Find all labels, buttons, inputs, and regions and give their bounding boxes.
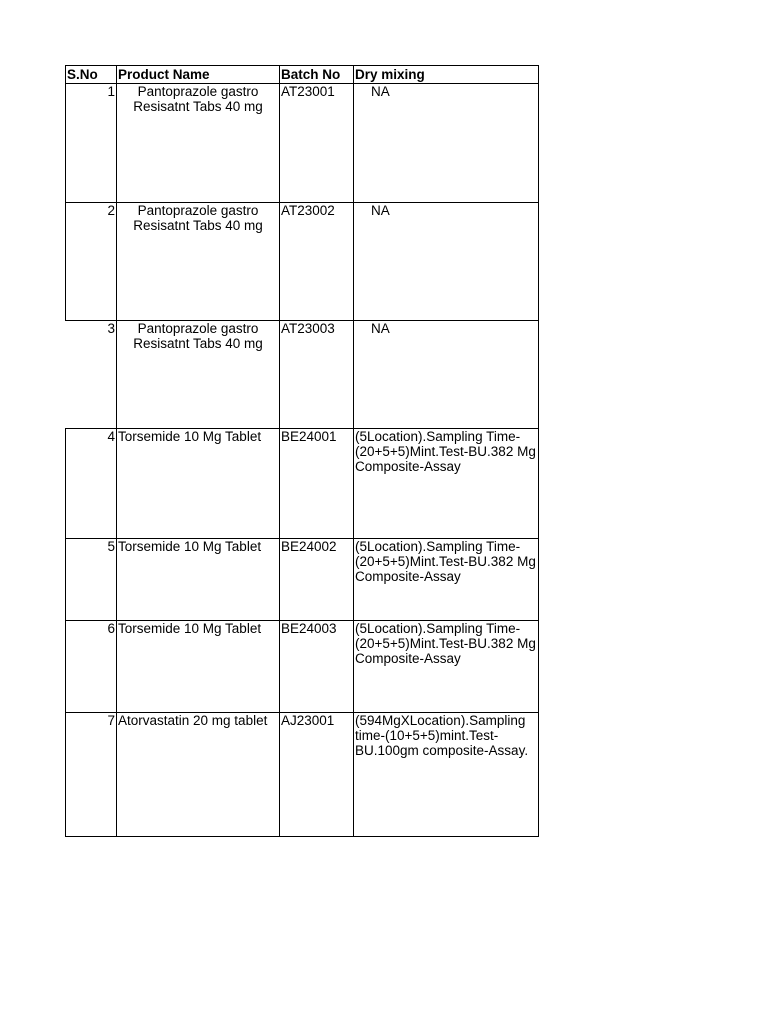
cell-dry-mixing: NA	[354, 321, 539, 429]
header-sno: S.No	[66, 66, 117, 84]
cell-batch-no: BE24003	[280, 621, 354, 713]
cell-dry-mixing: NA	[354, 203, 539, 321]
cell-product-name: Pantoprazole gastro Resisatnt Tabs 40 mg	[117, 321, 280, 429]
cell-product-name: Torsemide 10 Mg Tablet	[117, 621, 280, 713]
table-row	[66, 84, 539, 203]
table-row	[66, 621, 539, 713]
cell-dry-mixing: (5Location).Sampling Time-(20+5+5)Mint.Test-BU.382 Mg Composite-Assay	[354, 429, 539, 539]
header-batch-no: Batch No	[280, 66, 354, 84]
batch-table	[65, 65, 539, 837]
table-row	[66, 539, 539, 621]
cell-product-name: Atorvastatin 20 mg tablet	[117, 713, 280, 837]
cell-dry-mixing: (5Location).Sampling Time-(20+5+5)Mint.Test-BU.382 Mg Composite-Assay	[354, 621, 539, 713]
table-row	[66, 321, 539, 429]
cell-sno: 4	[66, 429, 117, 539]
cell-dry-mixing: (5Location).Sampling Time-(20+5+5)Mint.Test-BU.382 Mg Composite-Assay	[354, 539, 539, 621]
cell-batch-no: AT23003	[280, 321, 354, 429]
cell-sno: 5	[66, 539, 117, 621]
cell-sno: 1	[66, 84, 117, 203]
header-dry-mixing: Dry mixing	[354, 66, 539, 84]
table-row	[66, 203, 539, 321]
cell-batch-no: BE24002	[280, 539, 354, 621]
cell-dry-mixing: NA	[354, 84, 539, 203]
cell-batch-no: AT23002	[280, 203, 354, 321]
table-row	[66, 429, 539, 539]
cell-sno: 2	[66, 203, 117, 321]
cell-sno: 3	[66, 321, 117, 429]
cell-product-name: Pantoprazole gastro Resisatnt Tabs 40 mg	[117, 84, 280, 203]
cell-batch-no: AT23001	[280, 84, 354, 203]
cell-product-name: Torsemide 10 Mg Tablet	[117, 429, 280, 539]
cell-sno: 7	[66, 713, 117, 837]
cell-product-name: Pantoprazole gastro Resisatnt Tabs 40 mg	[117, 203, 280, 321]
cell-batch-no: AJ23001	[280, 713, 354, 837]
cell-dry-mixing: (594MgXLocation).Sampling time-(10+5+5)mint.Test-BU.100gm composite-Assay.	[354, 713, 539, 837]
cell-batch-no: BE24001	[280, 429, 354, 539]
cell-product-name: Torsemide 10 Mg Tablet	[117, 539, 280, 621]
header-product-name: Product Name	[117, 66, 280, 84]
table-header-row	[66, 66, 539, 84]
cell-sno: 6	[66, 621, 117, 713]
table-row	[66, 713, 539, 837]
